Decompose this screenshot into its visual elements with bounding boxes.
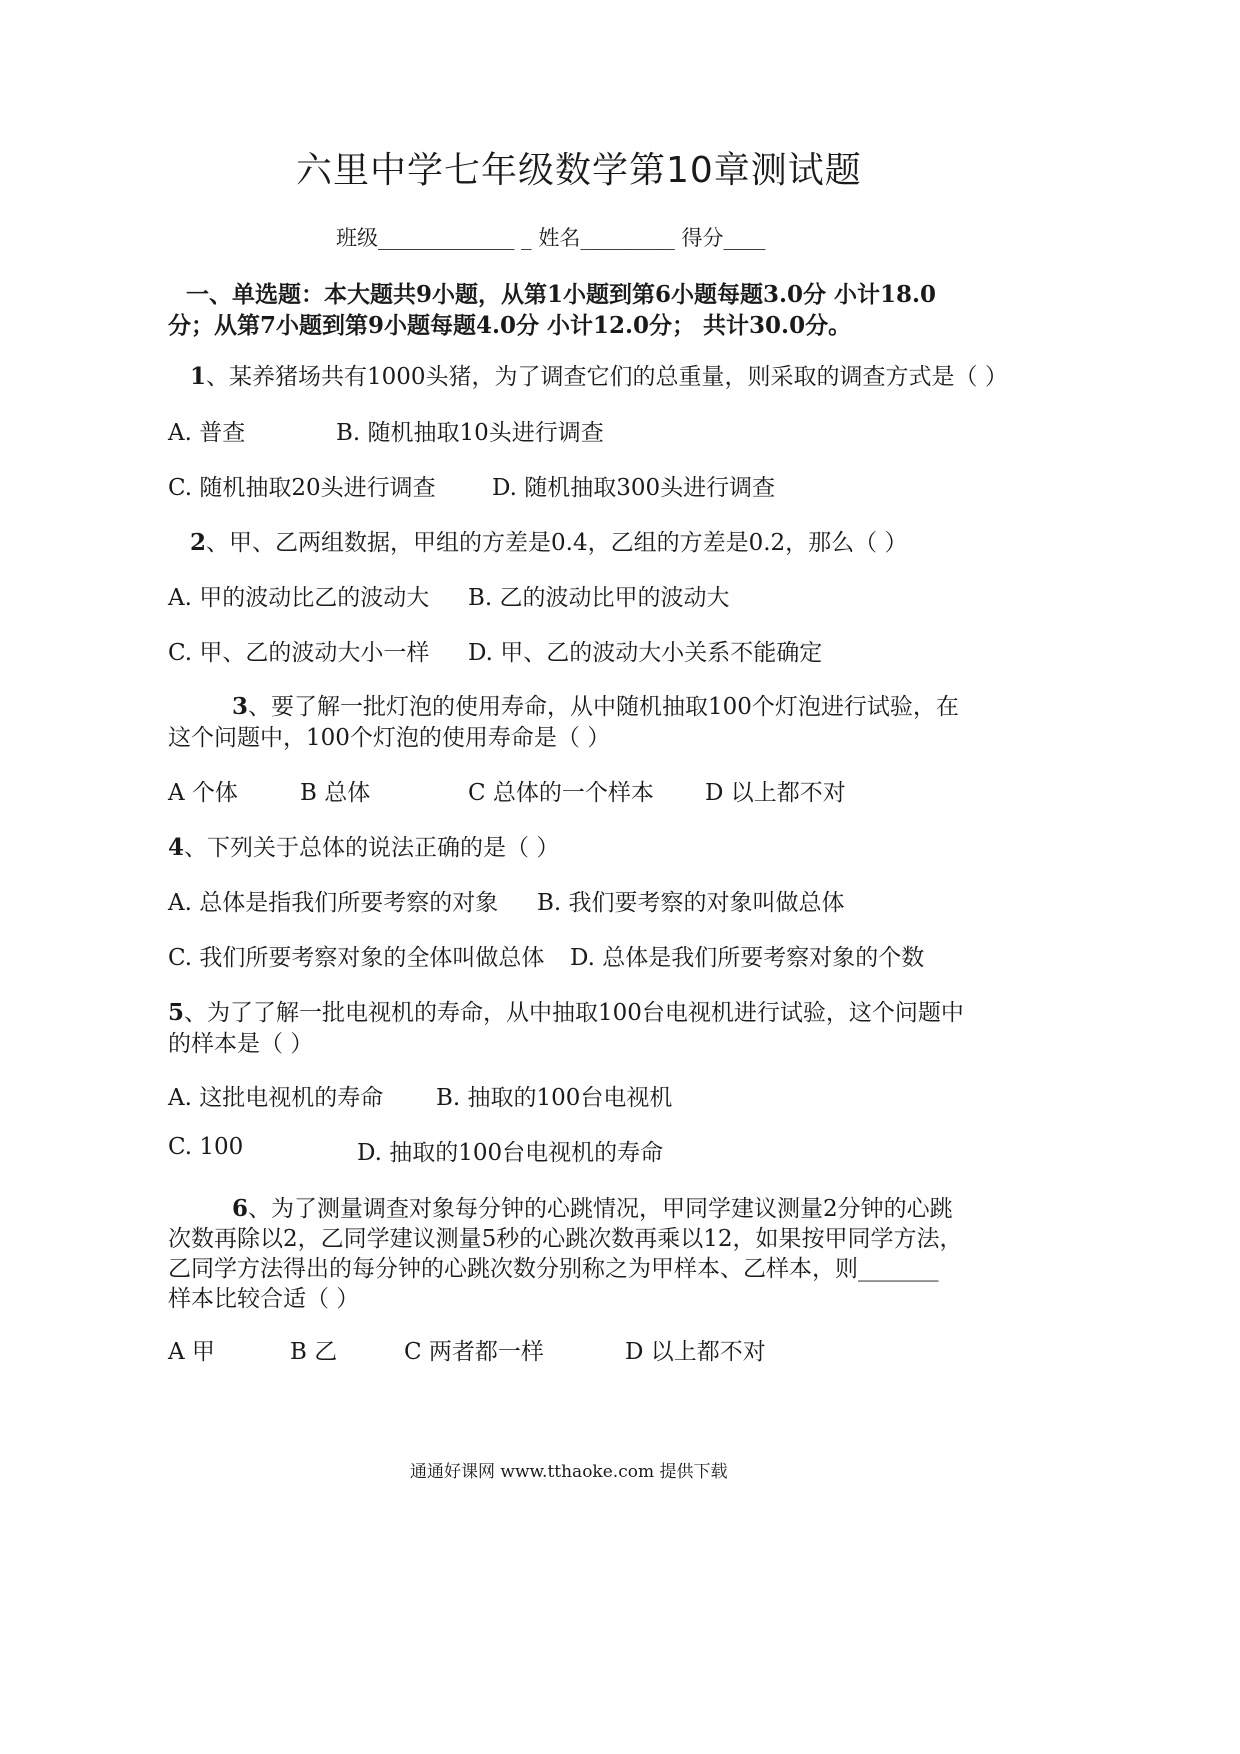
question-5-line-1 (168, 994, 964, 1027)
question-4 (168, 829, 559, 862)
question-text: 、某养猪场共有1000头猪，为了调查它们的总重量，则采取的调查方式是（ ） (206, 364, 1008, 390)
q2-option-c: C. 甲、乙的波动大小一样 (168, 640, 430, 666)
q3-option-c: C 总体的一个样本 (468, 780, 654, 806)
question-5-line-2: 的样本是（ ） (168, 1031, 314, 1057)
question-number: 1 (190, 363, 207, 390)
q5-option-a: A. 这批电视机的寿命 (168, 1085, 384, 1111)
question-text: 、甲、乙两组数据，甲组的方差是0.4，乙组的方差是0.2，那么（ ） (206, 530, 908, 556)
q5-option-d: D. 抽取的100台电视机的寿命 (357, 1140, 664, 1166)
q2-option-b: B. 乙的波动比甲的波动大 (468, 585, 730, 611)
q2-option-d: D. 甲、乙的波动大小关系不能确定 (468, 640, 823, 666)
q2-option-a: A. 甲的波动比乙的波动大 (168, 585, 430, 611)
q4-option-a: A. 总体是指我们所要考察的对象 (168, 890, 499, 916)
page-footer: 通通好课网 www.tthaoke.com 提供下载 (410, 1462, 728, 1482)
question-3-line-2: 这个问题中，100个灯泡的使用寿命是（ ） (168, 725, 611, 751)
q5-option-b: B. 抽取的100台电视机 (436, 1085, 673, 1111)
question-6-line-4: 样本比较合适（ ） (168, 1286, 360, 1312)
student-info-line: 班级_____________ _ 姓名_________ 得分____ (336, 226, 766, 250)
question-number: 4 (168, 834, 185, 861)
question-6-line-1 (232, 1190, 953, 1223)
q3-option-a: A 个体 (168, 780, 238, 806)
q4-option-d: D. 总体是我们所要考察对象的个数 (570, 945, 925, 971)
question-6-line-2: 次数再除以2，乙同学建议测量5秒的心跳次数再乘以12，如果按甲同学方法， (168, 1226, 963, 1252)
q6-option-c: C 两者都一样 (404, 1339, 544, 1365)
question-text: 、为了测量调查对象每分钟的心跳情况，甲同学建议测量2分钟的心跳 (248, 1196, 953, 1222)
q6-option-a: A 甲 (168, 1339, 215, 1365)
question-number: 3 (232, 693, 249, 720)
question-number: 5 (168, 999, 185, 1026)
q6-option-b: B 乙 (290, 1339, 338, 1365)
q1-option-c: C. 随机抽取20头进行调查 (168, 475, 436, 501)
section-heading-line-2: 分；从第7小题到第9小题每题4.0分 小计12.0分； 共计30.0分。 (168, 312, 852, 339)
question-number: 2 (190, 529, 207, 556)
q1-option-a: A. 普查 (168, 420, 246, 446)
question-2 (190, 524, 907, 557)
q5-option-c: C. 100 (168, 1134, 244, 1160)
q1-option-b: B. 随机抽取10头进行调查 (336, 420, 604, 446)
question-3-line-1 (232, 688, 959, 721)
page-title: 六里中学七年级数学第10章测试题 (296, 150, 862, 191)
q4-option-b: B. 我们要考察的对象叫做总体 (537, 890, 845, 916)
question-1 (190, 358, 1008, 391)
question-text: 、下列关于总体的说法正确的是（ ） (184, 835, 560, 861)
q4-option-c: C. 我们所要考察对象的全体叫做总体 (168, 945, 545, 971)
section-heading-line-1: 一、单选题：本大题共9小题，从第1小题到第6小题每题3.0分 小计18.0 (186, 281, 937, 308)
q6-option-d: D 以上都不对 (625, 1339, 766, 1365)
question-number: 6 (232, 1195, 249, 1222)
q3-option-b: B 总体 (300, 780, 371, 806)
q3-option-d: D 以上都不对 (705, 780, 846, 806)
question-6-line-3: 乙同学方法得出的每分钟的心跳次数分别称之为甲样本、乙样本，则_______ (168, 1256, 939, 1282)
question-text: 、为了了解一批电视机的寿命，从中抽取100台电视机进行试验，这个问题中 (184, 1000, 964, 1026)
q1-option-d: D. 随机抽取300头进行调查 (492, 475, 776, 501)
question-text: 、要了解一批灯泡的使用寿命，从中随机抽取100个灯泡进行试验，在 (248, 694, 959, 720)
